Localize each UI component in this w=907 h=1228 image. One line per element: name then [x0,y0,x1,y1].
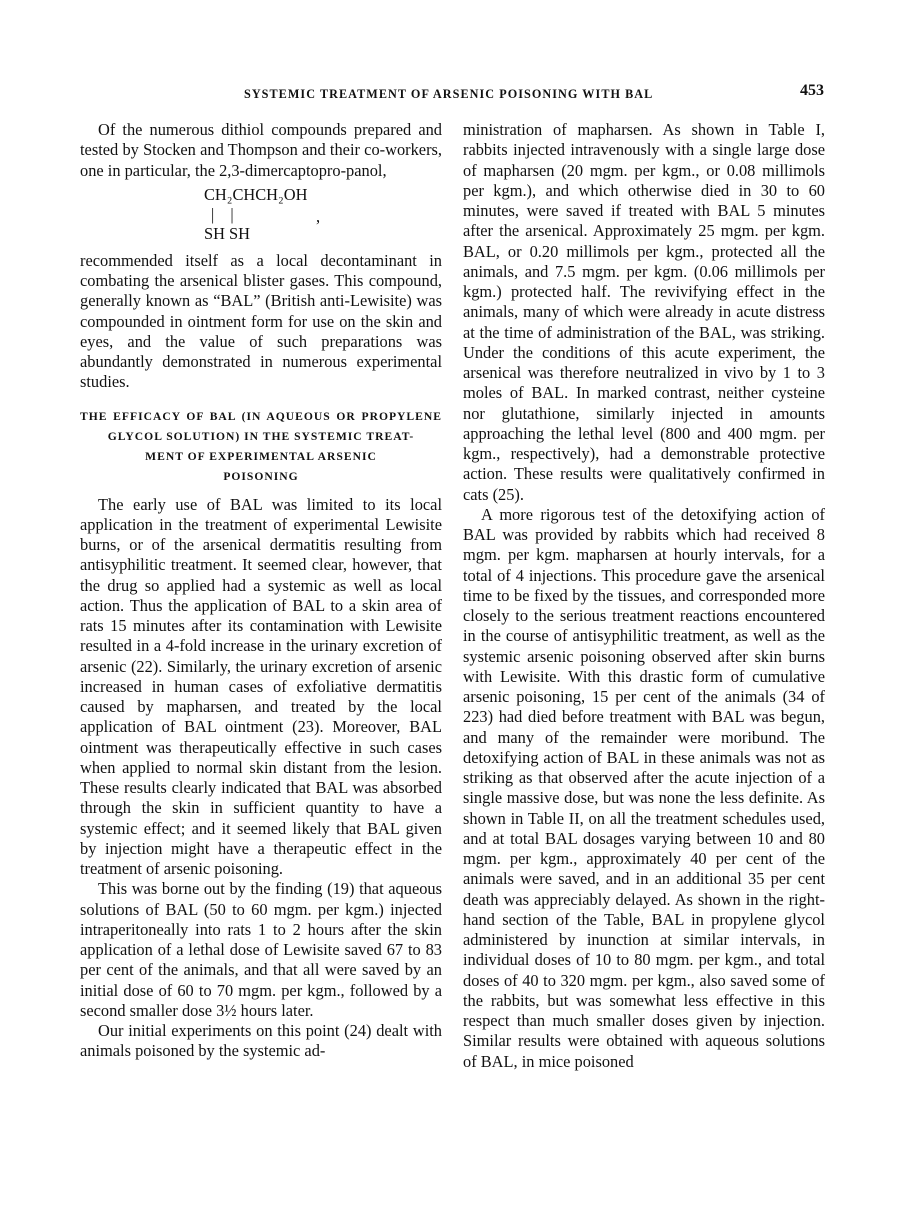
section-heading-line: GLYCOL SOLUTION) IN THE SYSTEMIC TREAT- [107,429,415,443]
formula-line: SH SH [204,223,251,243]
formula-bonds: | | [211,204,240,224]
paragraph: The early use of BAL was limited to its local application in the treatment of experimental Lewisite burns, or of the arsenical dermatitis resulting from antisyphilitic treatment. It seemed clear, however, that the drug so applied had a systemic as well as local action. Thus the application of BAL to a skin area of rats 15 minutes after its contamination with Lewisite resulted in a 4-fold increase in the urinary excretion of arsenic (22). Similarly, the urinary excretion of arsenic increased in human cases of exfoliative dermatitis caused by mapharsen, and treated by the local application of BAL ointment (23). Moreover, BAL ointment was therapeutically effective in such cases when applied to normal skin distant from the lesion. These results clearly indicated that BAL was absorbed through the skin in sufficient quantity to have a systemic effect; and it seemed likely that BAL given by injection might have a therapeutic effect in the treatment of arsenic poisoning. [80,494,442,878]
section-heading [80,407,442,487]
left-column [80,120,442,1062]
section-heading-line: MENT OF EXPERIMENTAL ARSENIC [145,449,377,463]
right-column [463,120,825,1072]
running-head: SYSTEMIC TREATMENT OF ARSENIC POISONING WITH BAL [244,87,654,101]
paragraph: Of the numerous dithiol compounds prepared and tested by Stocken and Thompson and their co-workers, one in particular, the 2,3-dimercaptopro-panol, [80,120,442,180]
page-number: 453 [800,82,824,99]
formula-comma: , [316,206,321,226]
paragraph: This was borne out by the finding (19) that aqueous solutions of BAL (50 to 60 mgm. per kgm.) injected intraperitoneally into rats 1 to 2 hours after the skin application of a lethal dose of Lewisite saved 67 to 83 per cent of the animals, and that all were saved by an initial dose of 60 to 70 mgm. per kgm., followed by a second smaller dose 3½ hours later. [80,879,442,1020]
section-heading-line: POISONING [223,469,299,483]
page-header [0,82,907,106]
formula-line: CH₂CHCH₂OH [204,184,308,204]
paragraph: A more rigorous test of the detoxifying action of BAL was provided by rabbits which had received 8 mgm. per kgm. mapharsen at hourly intervals, for a total of 4 injections. This procedure gave the arsenical time to be fixed by the tissues, and corresponded more closely to the serious treatment reactions encountered in the course of antisyphilitic treatment, as well as the systemic arsenic poisoning observed after skin burns with Lewisite. With this drastic form of cumulative arsenic poisoning, 15 per cent of the animals (34 of 223) had died before treatment with BAL was begun, and many of the remainder were moribund. The detoxifying action of BAL in these animals was not as striking as that observed after the acute injection of a single massive dose, but was none the less definite. As shown in Table II, on all the treatment schedules used, and at total BAL dosages varying between 10 and 80 mgm. per kgm., approximately 40 per cent of the animals were saved, and in an additional 35 per cent death was appreciably delayed. As shown in the right-hand section of the Table, BAL in propylene glycol administered by inunction at similar intervals, in individual doses of 10 to 80 mgm. per kgm., and total doses of 40 to 320 mgm. per kgm., also saved some of the rabbits, but was somewhat less effective in this respect than much smaller doses given by injection. Similar results were obtained with aqueous solutions of BAL, in mice poisoned [463,504,825,1071]
chemical-formula [80,185,442,247]
paragraph: Our initial experiments on this point (24) dealt with animals poisoned by the systemic ad- [80,1021,442,1061]
paragraph: recommended itself as a local decontaminant in combating the arsenical blister gases. This compound, generally known as “BAL” (British anti-Lewisite) was compounded in ointment form for use on the skin and eyes, and the value of such preparations was abundantly demonstrated in numerous experimental studies. [80,250,442,392]
section-heading-line: THE EFFICACY OF BAL (IN AQUEOUS OR PROPYLENE [80,409,442,423]
paragraph: ministration of mapharsen. As shown in Table I, rabbits injected intravenously with a single large dose of mapharsen (20 mgm. per kgm., or 0.08 millimols per kgm.), and which otherwise died in 30 to 60 minutes, were saved if treated with BAL 5 minutes after the arsenical. Approximately 25 mgm. per kgm. BAL, or 0.20 millimols per kgm., protected all the animals, and 7.5 mgm. per kgm. (0.06 millimols per kgm.) protected half. The revivifying effect in the animals, many of which were already in acute distress at the time of administration of the BAL, was striking. Under the conditions of this acute experiment, the arsenical was therefore neutralized in vivo by 1 to 3 moles of BAL. In marked contrast, neither cysteine nor glutathione, similarly injected in amounts approaching the lethal level (800 and 400 mgm. per kgm., respectively), had a demonstrable protective action. These results were qualitatively confirmed in cats (25). [463,120,825,504]
